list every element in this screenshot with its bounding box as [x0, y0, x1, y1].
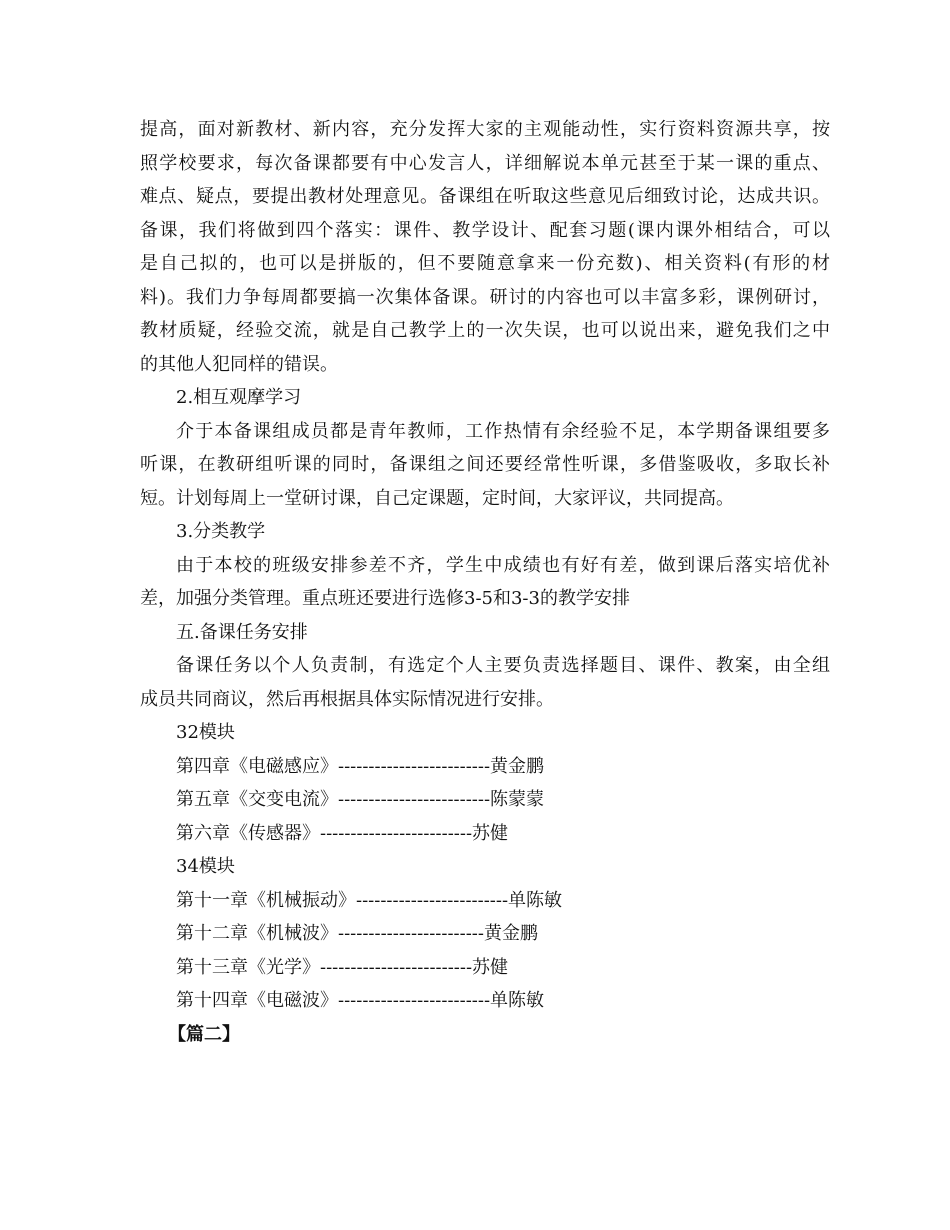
section-heading-task-arrangement: 五.备课任务安排 [176, 621, 308, 643]
chapter-assignment: 第十一章《机械振动》-------------------------单陈敏 [176, 889, 563, 911]
chapter-assignment: 第十四章《电磁波》-------------------------单陈敏 [176, 990, 545, 1011]
paragraph-categorized-teaching [140, 549, 830, 616]
paragraph-line: 差，加强分类管理。重点班还要进行选修3-5和3-3的教学安排 [140, 588, 630, 609]
paragraph-line: 听课，在教研组听课的同时，备课组之间还要经常性听课，多借鉴吸收，多取长补 [140, 454, 830, 475]
paragraph-line: 教材质疑，经验交流，就是自己教学上的一次失误，也可以说出来，避免我们之中 [140, 320, 830, 341]
paragraph-line: 提高，面对新教材、新内容，充分发挥大家的主观能动性，实行资料资源共享，按 [140, 119, 830, 140]
section-heading-categorized-teaching: 3.分类教学 [176, 521, 266, 542]
chapter-assignment: 第四章《电磁感应》-------------------------黄金鹏 [176, 755, 545, 777]
paragraph-line: 备课任务以个人负责制，有选定个人主要负责选择题目、课件、教案，由全组 [176, 655, 830, 676]
section-marker-part-two: 【篇二】 [168, 1023, 240, 1045]
chapter-assignment: 第六章《传感器》-------------------------苏健 [176, 822, 509, 844]
module-32-list [140, 716, 830, 850]
module-title: 32模块 [176, 722, 235, 743]
document-body [140, 113, 830, 1051]
section-heading-mutual-observation: 2.相互观摩学习 [176, 387, 302, 408]
paragraph-line: 由于本校的班级安排参差不齐，学生中成绩也有好有差，做到课后落实培优补 [176, 554, 830, 576]
paragraph-line: 难点、疑点，要提出教材处理意见。备课组在听取这些意见后细致讨论，达成共识。 [140, 186, 830, 207]
paragraph-collective-lesson-prep [140, 113, 830, 381]
module-title: 34模块 [176, 856, 235, 877]
chapter-assignment: 第五章《交变电流》-------------------------陈蒙蒙 [176, 789, 545, 810]
paragraph-line: 是自己拟的，也可以是拼版的，但不要随意拿来一份充数)、相关资料(有形的材 [140, 253, 830, 274]
chapter-assignment: 第十二章《机械波》------------------------黄金鹏 [176, 923, 538, 944]
module-34-list [140, 850, 830, 1018]
paragraph-task-arrangement [140, 649, 830, 716]
paragraph-line: 照学校要求，每次备课都要有中心发言人，详细解说本单元甚至于某一课的重点、 [140, 152, 830, 174]
chapter-assignment: 第十三章《光学》-------------------------苏健 [176, 956, 509, 978]
paragraph-line: 短。计划每周上一堂研讨课，自己定课题，定时间，大家评议，共同提高。 [140, 487, 734, 509]
paragraph-line: 成员共同商议，然后再根据具体实际情况进行安排。 [140, 688, 554, 710]
paragraph-mutual-observation [140, 415, 830, 516]
paragraph-line: 料)。我们力争每周都要搞一次集体备课。研讨的内容也可以丰富多彩，课例研讨， [140, 286, 830, 308]
paragraph-line: 介于本备课组成员都是青年教师，工作热情有余经验不足，本学期备课组要多 [176, 420, 830, 442]
paragraph-line: 备课，我们将做到四个落实：课件、教学设计、配套习题(课内课外相结合，可以 [140, 219, 830, 241]
paragraph-line: 的其他人犯同样的错误。 [140, 353, 338, 375]
